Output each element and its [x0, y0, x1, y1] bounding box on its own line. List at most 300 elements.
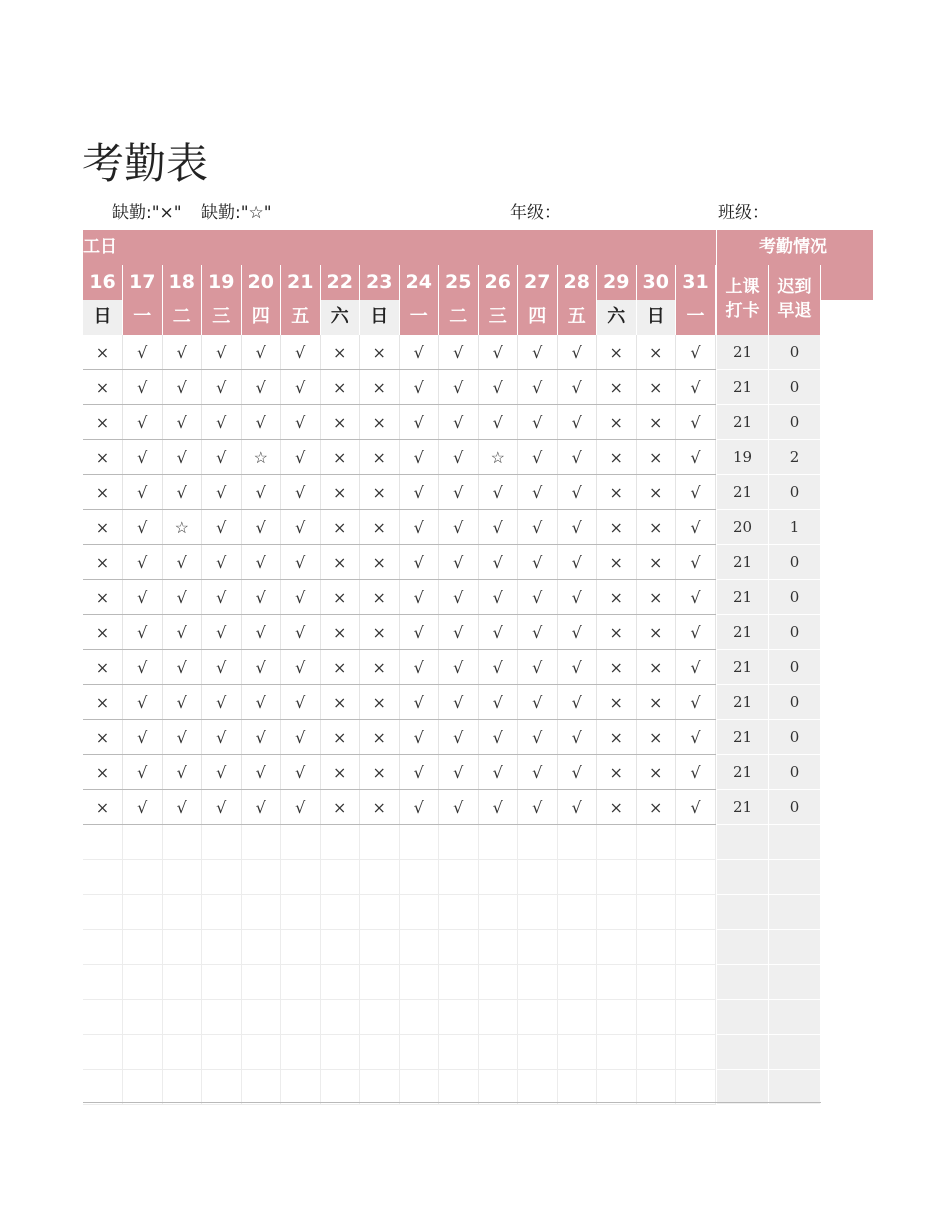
- attendance-mark[interactable]: √: [202, 615, 242, 650]
- empty-cell[interactable]: [281, 965, 321, 1000]
- attendance-mark[interactable]: √: [281, 790, 321, 825]
- attendance-mark[interactable]: √: [400, 545, 440, 580]
- attendance-mark[interactable]: √: [518, 615, 558, 650]
- attendance-mark[interactable]: √: [281, 370, 321, 405]
- attendance-mark[interactable]: √: [479, 685, 519, 720]
- empty-cell[interactable]: [597, 860, 637, 895]
- attendance-mark[interactable]: ×: [321, 405, 361, 440]
- attendance-mark[interactable]: ×: [83, 440, 123, 475]
- attendance-mark[interactable]: √: [202, 440, 242, 475]
- attendance-mark[interactable]: √: [439, 510, 479, 545]
- attendance-mark[interactable]: √: [479, 790, 519, 825]
- attendance-mark[interactable]: ☆: [479, 440, 519, 475]
- attendance-mark[interactable]: ×: [637, 510, 677, 545]
- empty-cell[interactable]: [439, 965, 479, 1000]
- attendance-mark[interactable]: √: [676, 475, 716, 510]
- empty-cell[interactable]: [597, 1070, 637, 1105]
- attendance-mark[interactable]: ×: [360, 790, 400, 825]
- attendance-mark[interactable]: ×: [597, 545, 637, 580]
- attendance-mark[interactable]: √: [242, 335, 282, 370]
- attendance-mark[interactable]: ×: [637, 790, 677, 825]
- attendance-mark[interactable]: √: [123, 405, 163, 440]
- attendance-mark[interactable]: √: [400, 440, 440, 475]
- empty-cell[interactable]: [676, 895, 716, 930]
- attendance-mark[interactable]: ×: [321, 370, 361, 405]
- attendance-mark[interactable]: √: [242, 545, 282, 580]
- empty-cell[interactable]: [242, 965, 282, 1000]
- empty-cell[interactable]: [479, 860, 519, 895]
- attendance-mark[interactable]: √: [518, 685, 558, 720]
- attendance-mark[interactable]: ×: [360, 440, 400, 475]
- empty-cell[interactable]: [518, 895, 558, 930]
- attendance-mark[interactable]: √: [479, 755, 519, 790]
- empty-cell[interactable]: [676, 1035, 716, 1070]
- empty-cell[interactable]: [281, 860, 321, 895]
- attendance-mark[interactable]: √: [518, 335, 558, 370]
- attendance-mark[interactable]: √: [163, 580, 203, 615]
- attendance-mark[interactable]: √: [123, 335, 163, 370]
- empty-cell[interactable]: [558, 930, 598, 965]
- empty-cell[interactable]: [400, 1000, 440, 1035]
- attendance-mark[interactable]: ×: [637, 755, 677, 790]
- attendance-mark[interactable]: √: [123, 580, 163, 615]
- attendance-mark[interactable]: √: [518, 650, 558, 685]
- empty-cell[interactable]: [202, 860, 242, 895]
- attendance-mark[interactable]: √: [163, 650, 203, 685]
- attendance-mark[interactable]: √: [558, 755, 598, 790]
- attendance-mark[interactable]: √: [558, 545, 598, 580]
- attendance-mark[interactable]: √: [281, 335, 321, 370]
- attendance-mark[interactable]: √: [163, 475, 203, 510]
- attendance-mark[interactable]: √: [400, 370, 440, 405]
- attendance-mark[interactable]: √: [400, 755, 440, 790]
- attendance-mark[interactable]: ×: [597, 335, 637, 370]
- empty-cell[interactable]: [400, 965, 440, 1000]
- attendance-mark[interactable]: √: [558, 335, 598, 370]
- attendance-mark[interactable]: √: [439, 440, 479, 475]
- attendance-mark[interactable]: √: [518, 440, 558, 475]
- attendance-mark[interactable]: √: [676, 755, 716, 790]
- empty-cell[interactable]: [518, 860, 558, 895]
- empty-cell[interactable]: [83, 1070, 123, 1105]
- attendance-mark[interactable]: √: [558, 790, 598, 825]
- empty-cell[interactable]: [597, 825, 637, 860]
- empty-cell[interactable]: [242, 1035, 282, 1070]
- empty-cell[interactable]: [242, 895, 282, 930]
- attendance-mark[interactable]: ×: [597, 440, 637, 475]
- attendance-mark[interactable]: √: [202, 545, 242, 580]
- attendance-mark[interactable]: ×: [637, 545, 677, 580]
- attendance-mark[interactable]: ×: [360, 685, 400, 720]
- attendance-mark[interactable]: √: [439, 790, 479, 825]
- empty-cell[interactable]: [281, 930, 321, 965]
- empty-cell[interactable]: [439, 825, 479, 860]
- empty-cell[interactable]: [163, 1035, 203, 1070]
- empty-cell[interactable]: [637, 930, 677, 965]
- empty-cell[interactable]: [123, 895, 163, 930]
- attendance-mark[interactable]: √: [202, 755, 242, 790]
- empty-cell[interactable]: [321, 965, 361, 1000]
- attendance-mark[interactable]: √: [479, 615, 519, 650]
- attendance-mark[interactable]: ☆: [242, 440, 282, 475]
- empty-cell[interactable]: [558, 1035, 598, 1070]
- attendance-mark[interactable]: √: [439, 650, 479, 685]
- empty-cell[interactable]: [321, 825, 361, 860]
- attendance-mark[interactable]: ×: [83, 475, 123, 510]
- attendance-mark[interactable]: ×: [83, 405, 123, 440]
- attendance-mark[interactable]: √: [479, 405, 519, 440]
- empty-cell[interactable]: [281, 1070, 321, 1105]
- attendance-mark[interactable]: √: [439, 370, 479, 405]
- attendance-mark[interactable]: √: [123, 475, 163, 510]
- attendance-mark[interactable]: √: [281, 580, 321, 615]
- attendance-mark[interactable]: √: [202, 405, 242, 440]
- empty-cell[interactable]: [202, 1035, 242, 1070]
- attendance-mark[interactable]: ×: [321, 475, 361, 510]
- empty-cell[interactable]: [281, 895, 321, 930]
- attendance-mark[interactable]: √: [400, 720, 440, 755]
- attendance-mark[interactable]: √: [123, 790, 163, 825]
- attendance-mark[interactable]: √: [163, 790, 203, 825]
- attendance-mark[interactable]: √: [518, 370, 558, 405]
- attendance-mark[interactable]: √: [242, 790, 282, 825]
- empty-cell[interactable]: [518, 1070, 558, 1105]
- empty-cell[interactable]: [439, 860, 479, 895]
- attendance-mark[interactable]: √: [439, 720, 479, 755]
- attendance-mark[interactable]: √: [676, 580, 716, 615]
- attendance-mark[interactable]: ×: [83, 370, 123, 405]
- empty-cell[interactable]: [597, 1000, 637, 1035]
- attendance-mark[interactable]: ×: [637, 405, 677, 440]
- empty-cell[interactable]: [479, 895, 519, 930]
- attendance-mark[interactable]: √: [281, 405, 321, 440]
- attendance-mark[interactable]: ×: [597, 615, 637, 650]
- empty-cell[interactable]: [123, 1000, 163, 1035]
- attendance-mark[interactable]: √: [202, 510, 242, 545]
- empty-cell[interactable]: [123, 860, 163, 895]
- attendance-mark[interactable]: ×: [83, 685, 123, 720]
- empty-cell[interactable]: [400, 930, 440, 965]
- attendance-mark[interactable]: √: [558, 580, 598, 615]
- empty-cell[interactable]: [518, 1000, 558, 1035]
- attendance-mark[interactable]: ×: [360, 510, 400, 545]
- attendance-mark[interactable]: √: [281, 720, 321, 755]
- empty-cell[interactable]: [479, 930, 519, 965]
- empty-cell[interactable]: [597, 965, 637, 1000]
- empty-cell[interactable]: [400, 1035, 440, 1070]
- attendance-mark[interactable]: √: [439, 755, 479, 790]
- attendance-mark[interactable]: ×: [597, 650, 637, 685]
- attendance-mark[interactable]: √: [202, 685, 242, 720]
- attendance-mark[interactable]: √: [400, 790, 440, 825]
- empty-cell[interactable]: [637, 895, 677, 930]
- attendance-mark[interactable]: ×: [321, 440, 361, 475]
- empty-cell[interactable]: [242, 930, 282, 965]
- attendance-mark[interactable]: √: [518, 580, 558, 615]
- empty-cell[interactable]: [439, 1035, 479, 1070]
- attendance-mark[interactable]: ×: [597, 510, 637, 545]
- attendance-mark[interactable]: √: [242, 685, 282, 720]
- attendance-mark[interactable]: ×: [637, 685, 677, 720]
- empty-cell[interactable]: [360, 825, 400, 860]
- attendance-mark[interactable]: ×: [83, 720, 123, 755]
- attendance-mark[interactable]: √: [676, 370, 716, 405]
- empty-cell[interactable]: [439, 895, 479, 930]
- attendance-mark[interactable]: √: [281, 755, 321, 790]
- attendance-mark[interactable]: ×: [321, 685, 361, 720]
- attendance-mark[interactable]: √: [676, 440, 716, 475]
- empty-cell[interactable]: [676, 825, 716, 860]
- attendance-mark[interactable]: ×: [597, 755, 637, 790]
- empty-cell[interactable]: [676, 1000, 716, 1035]
- attendance-mark[interactable]: √: [400, 405, 440, 440]
- attendance-mark[interactable]: √: [439, 545, 479, 580]
- attendance-mark[interactable]: √: [202, 475, 242, 510]
- empty-cell[interactable]: [479, 1000, 519, 1035]
- attendance-mark[interactable]: √: [281, 685, 321, 720]
- attendance-mark[interactable]: √: [479, 650, 519, 685]
- empty-cell[interactable]: [597, 930, 637, 965]
- attendance-mark[interactable]: ×: [597, 685, 637, 720]
- empty-cell[interactable]: [321, 895, 361, 930]
- empty-cell[interactable]: [518, 965, 558, 1000]
- attendance-mark[interactable]: ×: [360, 615, 400, 650]
- attendance-mark[interactable]: ×: [360, 580, 400, 615]
- empty-cell[interactable]: [83, 895, 123, 930]
- attendance-mark[interactable]: √: [676, 545, 716, 580]
- attendance-mark[interactable]: ×: [637, 335, 677, 370]
- attendance-mark[interactable]: √: [676, 720, 716, 755]
- empty-cell[interactable]: [242, 825, 282, 860]
- empty-cell[interactable]: [518, 1035, 558, 1070]
- attendance-mark[interactable]: √: [518, 475, 558, 510]
- empty-cell[interactable]: [202, 825, 242, 860]
- attendance-mark[interactable]: √: [123, 685, 163, 720]
- attendance-mark[interactable]: ×: [83, 510, 123, 545]
- empty-cell[interactable]: [479, 965, 519, 1000]
- empty-cell[interactable]: [360, 930, 400, 965]
- attendance-mark[interactable]: ×: [360, 720, 400, 755]
- attendance-mark[interactable]: ×: [597, 405, 637, 440]
- empty-cell[interactable]: [676, 1070, 716, 1105]
- empty-cell[interactable]: [558, 895, 598, 930]
- attendance-mark[interactable]: √: [202, 720, 242, 755]
- attendance-mark[interactable]: √: [163, 615, 203, 650]
- attendance-mark[interactable]: √: [123, 510, 163, 545]
- attendance-mark[interactable]: ×: [637, 720, 677, 755]
- empty-cell[interactable]: [123, 825, 163, 860]
- attendance-mark[interactable]: √: [558, 440, 598, 475]
- attendance-mark[interactable]: √: [439, 615, 479, 650]
- attendance-mark[interactable]: ☆: [163, 510, 203, 545]
- attendance-mark[interactable]: ×: [321, 545, 361, 580]
- empty-cell[interactable]: [558, 1070, 598, 1105]
- attendance-mark[interactable]: √: [400, 615, 440, 650]
- attendance-mark[interactable]: √: [439, 580, 479, 615]
- attendance-mark[interactable]: √: [400, 335, 440, 370]
- attendance-mark[interactable]: ×: [360, 405, 400, 440]
- empty-cell[interactable]: [439, 930, 479, 965]
- attendance-mark[interactable]: ×: [597, 720, 637, 755]
- empty-cell[interactable]: [321, 1035, 361, 1070]
- empty-cell[interactable]: [637, 1035, 677, 1070]
- attendance-mark[interactable]: ×: [597, 370, 637, 405]
- attendance-mark[interactable]: ×: [321, 755, 361, 790]
- attendance-mark[interactable]: √: [479, 545, 519, 580]
- attendance-mark[interactable]: ×: [321, 720, 361, 755]
- attendance-mark[interactable]: √: [676, 650, 716, 685]
- empty-cell[interactable]: [637, 1000, 677, 1035]
- attendance-mark[interactable]: √: [676, 615, 716, 650]
- empty-cell[interactable]: [360, 860, 400, 895]
- empty-cell[interactable]: [83, 930, 123, 965]
- empty-cell[interactable]: [83, 1035, 123, 1070]
- attendance-mark[interactable]: √: [202, 790, 242, 825]
- empty-cell[interactable]: [676, 965, 716, 1000]
- attendance-mark[interactable]: √: [281, 545, 321, 580]
- empty-cell[interactable]: [518, 825, 558, 860]
- empty-cell[interactable]: [83, 825, 123, 860]
- empty-cell[interactable]: [202, 1000, 242, 1035]
- empty-cell[interactable]: [163, 930, 203, 965]
- attendance-mark[interactable]: √: [439, 475, 479, 510]
- attendance-mark[interactable]: √: [281, 440, 321, 475]
- attendance-mark[interactable]: ×: [597, 475, 637, 510]
- attendance-mark[interactable]: √: [479, 370, 519, 405]
- attendance-mark[interactable]: ×: [321, 510, 361, 545]
- attendance-mark[interactable]: √: [123, 615, 163, 650]
- attendance-mark[interactable]: ×: [637, 475, 677, 510]
- attendance-mark[interactable]: √: [676, 790, 716, 825]
- empty-cell[interactable]: [242, 860, 282, 895]
- empty-cell[interactable]: [360, 965, 400, 1000]
- attendance-mark[interactable]: √: [281, 650, 321, 685]
- attendance-mark[interactable]: √: [558, 405, 598, 440]
- empty-cell[interactable]: [163, 895, 203, 930]
- attendance-mark[interactable]: √: [479, 720, 519, 755]
- attendance-mark[interactable]: ×: [83, 545, 123, 580]
- attendance-mark[interactable]: √: [202, 650, 242, 685]
- attendance-mark[interactable]: √: [479, 475, 519, 510]
- empty-cell[interactable]: [676, 860, 716, 895]
- attendance-mark[interactable]: ×: [360, 335, 400, 370]
- empty-cell[interactable]: [321, 1070, 361, 1105]
- attendance-mark[interactable]: ×: [321, 790, 361, 825]
- empty-cell[interactable]: [360, 1000, 400, 1035]
- empty-cell[interactable]: [479, 1035, 519, 1070]
- attendance-mark[interactable]: √: [281, 510, 321, 545]
- empty-cell[interactable]: [558, 860, 598, 895]
- attendance-mark[interactable]: √: [558, 370, 598, 405]
- attendance-mark[interactable]: ×: [637, 615, 677, 650]
- attendance-mark[interactable]: √: [558, 475, 598, 510]
- empty-cell[interactable]: [202, 965, 242, 1000]
- attendance-mark[interactable]: √: [242, 475, 282, 510]
- attendance-mark[interactable]: ×: [83, 580, 123, 615]
- attendance-mark[interactable]: √: [123, 370, 163, 405]
- attendance-mark[interactable]: √: [558, 720, 598, 755]
- attendance-mark[interactable]: √: [400, 685, 440, 720]
- empty-cell[interactable]: [558, 965, 598, 1000]
- empty-cell[interactable]: [558, 1000, 598, 1035]
- empty-cell[interactable]: [637, 825, 677, 860]
- empty-cell[interactable]: [360, 1035, 400, 1070]
- attendance-mark[interactable]: √: [676, 405, 716, 440]
- attendance-mark[interactable]: ×: [321, 650, 361, 685]
- attendance-mark[interactable]: √: [439, 685, 479, 720]
- attendance-mark[interactable]: √: [202, 370, 242, 405]
- empty-cell[interactable]: [242, 1070, 282, 1105]
- empty-cell[interactable]: [479, 825, 519, 860]
- empty-cell[interactable]: [676, 930, 716, 965]
- attendance-mark[interactable]: ×: [360, 545, 400, 580]
- attendance-mark[interactable]: √: [439, 335, 479, 370]
- empty-cell[interactable]: [597, 895, 637, 930]
- attendance-mark[interactable]: √: [123, 650, 163, 685]
- attendance-mark[interactable]: ×: [360, 650, 400, 685]
- attendance-mark[interactable]: √: [242, 650, 282, 685]
- empty-cell[interactable]: [242, 1000, 282, 1035]
- empty-cell[interactable]: [637, 860, 677, 895]
- attendance-mark[interactable]: √: [163, 720, 203, 755]
- attendance-mark[interactable]: √: [163, 685, 203, 720]
- attendance-mark[interactable]: √: [123, 545, 163, 580]
- empty-cell[interactable]: [202, 1070, 242, 1105]
- attendance-mark[interactable]: ×: [321, 335, 361, 370]
- attendance-mark[interactable]: ×: [360, 755, 400, 790]
- empty-cell[interactable]: [163, 1000, 203, 1035]
- attendance-mark[interactable]: ×: [637, 370, 677, 405]
- empty-cell[interactable]: [163, 1070, 203, 1105]
- attendance-mark[interactable]: √: [242, 580, 282, 615]
- attendance-mark[interactable]: ×: [321, 615, 361, 650]
- attendance-mark[interactable]: ×: [360, 475, 400, 510]
- attendance-mark[interactable]: √: [163, 440, 203, 475]
- attendance-mark[interactable]: √: [518, 405, 558, 440]
- attendance-mark[interactable]: ×: [360, 370, 400, 405]
- attendance-mark[interactable]: √: [479, 580, 519, 615]
- empty-cell[interactable]: [637, 965, 677, 1000]
- attendance-mark[interactable]: ×: [637, 580, 677, 615]
- attendance-mark[interactable]: √: [163, 405, 203, 440]
- empty-cell[interactable]: [202, 895, 242, 930]
- attendance-mark[interactable]: √: [242, 615, 282, 650]
- attendance-mark[interactable]: √: [163, 370, 203, 405]
- attendance-mark[interactable]: √: [202, 580, 242, 615]
- attendance-mark[interactable]: √: [281, 615, 321, 650]
- empty-cell[interactable]: [123, 1070, 163, 1105]
- attendance-mark[interactable]: √: [400, 580, 440, 615]
- empty-cell[interactable]: [202, 930, 242, 965]
- attendance-mark[interactable]: √: [242, 755, 282, 790]
- attendance-mark[interactable]: √: [281, 475, 321, 510]
- empty-cell[interactable]: [83, 1000, 123, 1035]
- empty-cell[interactable]: [163, 965, 203, 1000]
- attendance-mark[interactable]: √: [242, 510, 282, 545]
- empty-cell[interactable]: [518, 930, 558, 965]
- attendance-mark[interactable]: √: [518, 755, 558, 790]
- attendance-mark[interactable]: √: [558, 650, 598, 685]
- empty-cell[interactable]: [163, 825, 203, 860]
- empty-cell[interactable]: [321, 860, 361, 895]
- empty-cell[interactable]: [321, 930, 361, 965]
- attendance-mark[interactable]: √: [558, 685, 598, 720]
- empty-cell[interactable]: [360, 1070, 400, 1105]
- attendance-mark[interactable]: √: [242, 405, 282, 440]
- attendance-mark[interactable]: √: [163, 335, 203, 370]
- attendance-mark[interactable]: √: [439, 405, 479, 440]
- empty-cell[interactable]: [123, 1035, 163, 1070]
